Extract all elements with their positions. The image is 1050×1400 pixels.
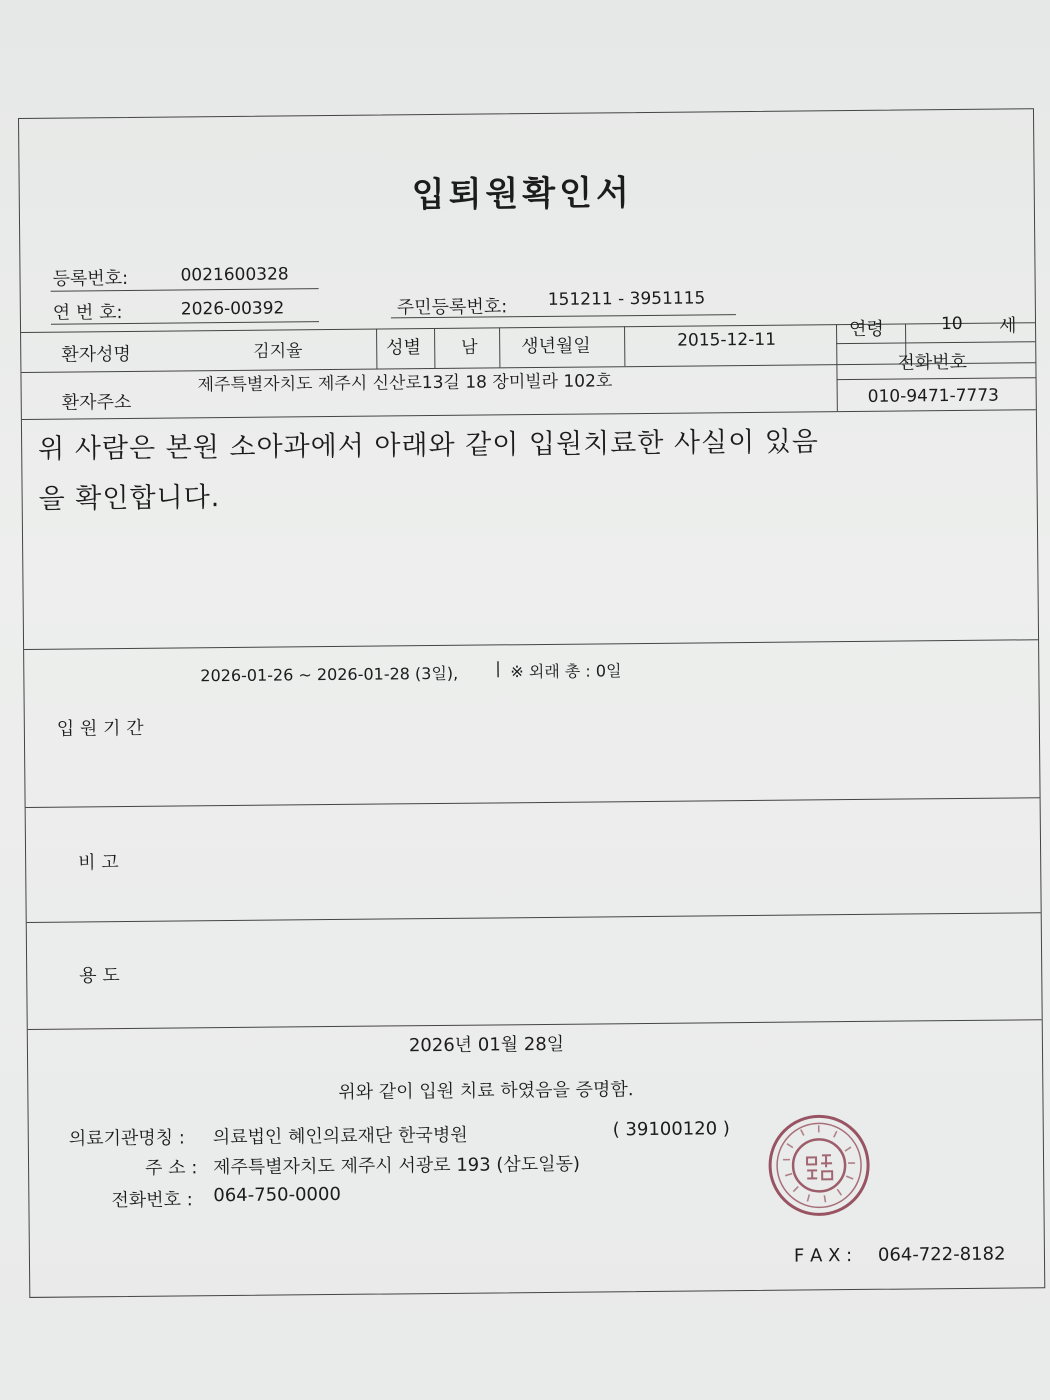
col-divider-5 bbox=[836, 324, 838, 411]
hospital-seal-stamp bbox=[767, 1113, 872, 1218]
institution-name: 의료법인 혜인의료재단 한국병원 bbox=[212, 1124, 468, 1149]
phone-label: 전화번호 bbox=[897, 351, 968, 374]
patient-table-bottom bbox=[22, 409, 1036, 420]
outpatient-count: ※ 외래 총 : 0일 bbox=[510, 661, 622, 682]
document-title: 입퇴원확인서 bbox=[411, 173, 634, 216]
institution-address: 제주특별자치도 제주시 서광로 193 (삼도일동) bbox=[212, 1153, 581, 1179]
col-divider-4 bbox=[624, 326, 625, 366]
dob-label: 생년월일 bbox=[521, 335, 591, 358]
reg-no-value: 0021600328 bbox=[180, 264, 289, 286]
col-divider-2 bbox=[434, 328, 435, 368]
sex-value: 남 bbox=[461, 337, 478, 358]
age-phone-divider bbox=[836, 341, 1035, 344]
rrn-value: 151211 - 3951115 bbox=[547, 288, 706, 310]
institution-address-label: 주 소 : bbox=[144, 1157, 198, 1179]
phone-label-divider bbox=[837, 377, 1036, 380]
institution-code: ( 39100120 ) bbox=[612, 1118, 730, 1141]
institution-phone-label: 전화번호 : bbox=[111, 1189, 193, 1212]
address-value: 제주특별자치도 제주시 신산로13길 18 장미빌라 102호 bbox=[197, 371, 613, 396]
col-divider-1 bbox=[376, 329, 377, 369]
age-value: 10 bbox=[940, 313, 963, 335]
period-separator: | bbox=[495, 658, 501, 678]
patient-name-value: 김지율 bbox=[253, 341, 303, 362]
admission-discharge-certificate bbox=[18, 108, 1045, 1298]
address-label: 환자주소 bbox=[61, 391, 132, 414]
phone-value: 010-9471-7773 bbox=[867, 385, 1000, 407]
admission-section-top bbox=[24, 639, 1038, 650]
fax-label: F A X : bbox=[793, 1245, 853, 1267]
age-unit: 세 bbox=[998, 315, 1017, 337]
certification-section-top bbox=[28, 1019, 1042, 1030]
remarks-section-top bbox=[26, 797, 1040, 808]
serial-value: 2026-00392 bbox=[180, 298, 285, 320]
patient-name-label: 환자성명 bbox=[61, 343, 131, 366]
sex-label: 성별 bbox=[386, 337, 422, 359]
statement-line-1: 위 사람은 본원 소아과에서 아래와 같이 입원치료한 사실이 있음 bbox=[38, 426, 820, 465]
issue-date: 2026년 01월 28일 bbox=[408, 1033, 565, 1057]
fax-number: 064-722-8182 bbox=[877, 1243, 1006, 1266]
age-label: 연령 bbox=[848, 318, 884, 341]
serial-label: 연 번 호: bbox=[52, 302, 123, 324]
remarks-label: 비 고 bbox=[78, 852, 119, 874]
admission-period-label: 입 원 기 간 bbox=[56, 717, 144, 740]
dob-value: 2015-12-11 bbox=[677, 329, 777, 351]
rrn-label: 주민등록번호: bbox=[396, 296, 508, 319]
reg-no-label: 등록번호: bbox=[52, 267, 129, 290]
institution-phone: 064-750-0000 bbox=[213, 1183, 341, 1207]
admission-period-value: 2026-01-26 ~ 2026-01-28 (3일), bbox=[200, 663, 459, 686]
institution-label: 의료기관명칭 : bbox=[68, 1127, 186, 1150]
purpose-section-top bbox=[27, 912, 1041, 923]
col-divider-3 bbox=[499, 327, 500, 367]
purpose-label: 용 도 bbox=[79, 965, 120, 987]
certification-statement: 위와 같이 입원 치료 하였음을 증명함. bbox=[338, 1079, 634, 1103]
statement-line-2: 을 확인합니다. bbox=[38, 482, 221, 515]
